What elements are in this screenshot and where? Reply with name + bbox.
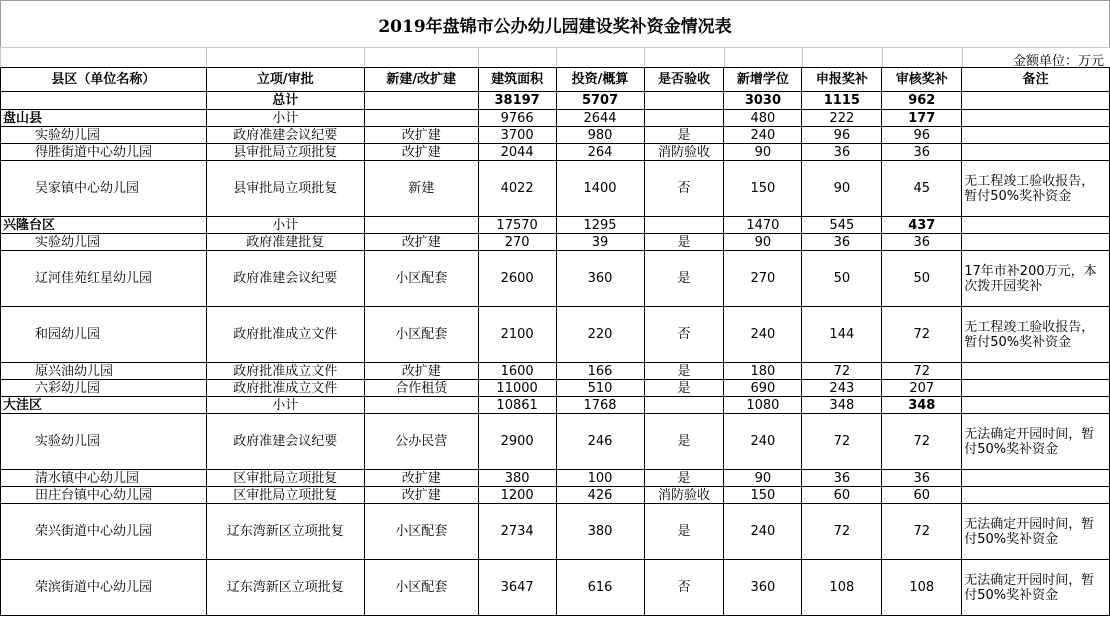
header-row	[1, 68, 1110, 92]
apply-cell: 96	[802, 127, 882, 144]
subtotal-row	[1, 110, 1110, 127]
accepted-cell: 是	[644, 234, 724, 251]
subtotal-seats: 1470	[724, 217, 802, 234]
subtotal-approve: 348	[882, 397, 962, 414]
seats-cell: 240	[724, 307, 802, 363]
subtotal-apply: 222	[802, 110, 882, 127]
accepted-cell: 消防验收	[644, 144, 724, 161]
approval-cell: 政府准建会议纪要	[206, 251, 364, 307]
type-cell: 小区配套	[364, 307, 478, 363]
area-cell: 3700	[478, 127, 556, 144]
kindergarten-name: 辽河佳苑红星幼儿园	[1, 251, 207, 307]
area-cell: 4022	[478, 161, 556, 217]
subtotal-area: 17570	[478, 217, 556, 234]
invest-cell: 360	[556, 251, 644, 307]
type-cell: 改扩建	[364, 127, 478, 144]
approve-cell: 96	[882, 127, 962, 144]
table-cell	[644, 217, 724, 234]
header-cell: 新增学位	[724, 68, 802, 92]
seats-cell: 180	[724, 363, 802, 380]
area-cell: 2044	[478, 144, 556, 161]
county-name: 大洼区	[1, 397, 207, 414]
approval-cell: 县审批局立项批复	[206, 144, 364, 161]
area-cell: 11000	[478, 380, 556, 397]
subtotal-area: 10861	[478, 397, 556, 414]
invest-cell: 264	[556, 144, 644, 161]
apply-cell: 50	[802, 251, 882, 307]
type-cell: 改扩建	[364, 470, 478, 487]
table-row	[1, 363, 1110, 380]
type-cell: 小区配套	[364, 504, 478, 560]
approve-cell: 108	[882, 560, 962, 616]
subtotal-label: 小计	[206, 397, 364, 414]
invest-cell: 510	[556, 380, 644, 397]
type-cell: 合作租赁	[364, 380, 478, 397]
table-row	[1, 487, 1110, 504]
invest-cell: 616	[556, 560, 644, 616]
header-cell: 是否验收	[644, 68, 724, 92]
subtotal-apply: 348	[802, 397, 882, 414]
seats-cell: 90	[724, 234, 802, 251]
table-cell	[644, 110, 724, 127]
approval-cell: 辽东湾新区立项批复	[206, 560, 364, 616]
invest-cell: 100	[556, 470, 644, 487]
apply-cell: 72	[802, 414, 882, 470]
note-cell: 无工程竣工验收报告，暂付50%奖补资金	[962, 307, 1110, 363]
seats-cell: 150	[724, 161, 802, 217]
area-cell: 2900	[478, 414, 556, 470]
note-cell	[962, 234, 1110, 251]
note-cell	[962, 144, 1110, 161]
approve-cell: 72	[882, 363, 962, 380]
table-row	[1, 161, 1110, 217]
apply-cell: 90	[802, 161, 882, 217]
subtotal-invest: 1768	[556, 397, 644, 414]
table-row	[1, 234, 1110, 251]
note-cell: 无法确定开园时间，暂付50%奖补资金	[962, 414, 1110, 470]
header-cell: 审核奖补	[882, 68, 962, 92]
seats-cell: 150	[724, 487, 802, 504]
note-cell	[962, 127, 1110, 144]
accepted-cell: 是	[644, 470, 724, 487]
total-label: 总计	[206, 92, 364, 110]
approve-cell: 45	[882, 161, 962, 217]
apply-cell: 108	[802, 560, 882, 616]
table-row	[1, 127, 1110, 144]
type-cell: 改扩建	[364, 144, 478, 161]
type-cell: 改扩建	[364, 363, 478, 380]
kindergarten-name: 清水镇中心幼儿园	[1, 470, 207, 487]
apply-cell: 72	[802, 363, 882, 380]
type-cell: 小区配套	[364, 251, 478, 307]
table-row	[1, 307, 1110, 363]
table-cell	[644, 397, 724, 414]
type-cell: 公办民营	[364, 414, 478, 470]
area-cell: 2734	[478, 504, 556, 560]
kindergarten-name: 原兴油幼儿园	[1, 363, 207, 380]
approval-cell: 县审批局立项批复	[206, 161, 364, 217]
approval-cell: 政府批准成立文件	[206, 363, 364, 380]
note-cell	[962, 380, 1110, 397]
total-area: 38197	[478, 92, 556, 110]
invest-cell: 166	[556, 363, 644, 380]
accepted-cell: 否	[644, 560, 724, 616]
area-cell: 1600	[478, 363, 556, 380]
approve-cell: 50	[882, 251, 962, 307]
subtotal-row	[1, 217, 1110, 234]
area-cell: 2100	[478, 307, 556, 363]
header-cell: 县区（单位名称）	[1, 68, 207, 92]
invest-cell: 39	[556, 234, 644, 251]
subtotal-apply: 545	[802, 217, 882, 234]
subtotal-row	[1, 397, 1110, 414]
note-cell	[962, 363, 1110, 380]
note-cell: 无法确定开园时间，暂付50%奖补资金	[962, 504, 1110, 560]
approval-cell: 政府准建会议纪要	[206, 127, 364, 144]
note-cell: 无法确定开园时间，暂付50%奖补资金	[962, 560, 1110, 616]
accepted-cell: 是	[644, 363, 724, 380]
blank-row	[0, 47, 1110, 68]
subtotal-label: 小计	[206, 217, 364, 234]
invest-cell: 380	[556, 504, 644, 560]
approve-cell: 72	[882, 414, 962, 470]
subtotal-approve: 437	[882, 217, 962, 234]
note-cell: 无工程竣工验收报告，暂付50%奖补资金	[962, 161, 1110, 217]
approval-cell: 区审批局立项批复	[206, 470, 364, 487]
accepted-cell: 是	[644, 380, 724, 397]
subtotal-label: 小计	[206, 110, 364, 127]
approve-cell: 60	[882, 487, 962, 504]
area-cell: 3647	[478, 560, 556, 616]
apply-cell: 36	[802, 234, 882, 251]
subtotal-invest: 1295	[556, 217, 644, 234]
area-cell: 380	[478, 470, 556, 487]
type-cell: 新建	[364, 161, 478, 217]
note-cell	[962, 470, 1110, 487]
total-seats: 3030	[724, 92, 802, 110]
type-cell: 小区配套	[364, 560, 478, 616]
table-row	[1, 560, 1110, 616]
county-name: 盘山县	[1, 110, 207, 127]
apply-cell: 60	[802, 487, 882, 504]
header-cell: 申报奖补	[802, 68, 882, 92]
subtotal-seats: 1080	[724, 397, 802, 414]
approve-cell: 72	[882, 307, 962, 363]
table-row	[1, 380, 1110, 397]
seats-cell: 240	[724, 127, 802, 144]
seats-cell: 90	[724, 144, 802, 161]
approve-cell: 72	[882, 504, 962, 560]
area-cell: 270	[478, 234, 556, 251]
table-cell	[962, 110, 1110, 127]
header-cell: 投资/概算	[556, 68, 644, 92]
seats-cell: 360	[724, 560, 802, 616]
approval-cell: 政府批准成立文件	[206, 307, 364, 363]
apply-cell: 36	[802, 470, 882, 487]
subtotal-area: 9766	[478, 110, 556, 127]
subtotal-invest: 2644	[556, 110, 644, 127]
table-cell	[364, 110, 478, 127]
accepted-cell: 消防验收	[644, 487, 724, 504]
kindergarten-name: 吴家镇中心幼儿园	[1, 161, 207, 217]
approval-cell: 政府批准成立文件	[206, 380, 364, 397]
accepted-cell: 是	[644, 414, 724, 470]
approve-cell: 207	[882, 380, 962, 397]
seats-cell: 240	[724, 414, 802, 470]
kindergarten-name: 得胜街道中心幼儿园	[1, 144, 207, 161]
approve-cell: 36	[882, 234, 962, 251]
subtotal-approve: 177	[882, 110, 962, 127]
table-row	[1, 144, 1110, 161]
accepted-cell: 否	[644, 161, 724, 217]
accepted-cell: 是	[644, 504, 724, 560]
seats-cell: 690	[724, 380, 802, 397]
approval-cell: 政府准建会议纪要	[206, 414, 364, 470]
approval-cell: 政府准建批复	[206, 234, 364, 251]
approve-cell: 36	[882, 144, 962, 161]
kindergarten-name: 六彩幼儿园	[1, 380, 207, 397]
kindergarten-name: 实验幼儿园	[1, 414, 207, 470]
apply-cell: 36	[802, 144, 882, 161]
invest-cell: 1400	[556, 161, 644, 217]
county-name: 兴隆台区	[1, 217, 207, 234]
invest-cell: 980	[556, 127, 644, 144]
accepted-cell: 是	[644, 127, 724, 144]
kindergarten-name: 荣滨街道中心幼儿园	[1, 560, 207, 616]
approval-cell: 辽东湾新区立项批复	[206, 504, 364, 560]
table-cell	[364, 397, 478, 414]
table-cell	[962, 217, 1110, 234]
type-cell: 改扩建	[364, 234, 478, 251]
seats-cell: 270	[724, 251, 802, 307]
header-cell: 建筑面积	[478, 68, 556, 92]
header-cell: 新建/改扩建	[364, 68, 478, 92]
total-invest: 5707	[556, 92, 644, 110]
invest-cell: 220	[556, 307, 644, 363]
apply-cell: 144	[802, 307, 882, 363]
table-row	[1, 414, 1110, 470]
type-cell: 改扩建	[364, 487, 478, 504]
total-row	[1, 92, 1110, 110]
note-cell	[962, 487, 1110, 504]
kindergarten-name: 和园幼儿园	[1, 307, 207, 363]
header-cell: 立项/审批	[206, 68, 364, 92]
invest-cell: 426	[556, 487, 644, 504]
header-cell: 备注	[962, 68, 1110, 92]
apply-cell: 72	[802, 504, 882, 560]
note-cell: 17年市补200万元，本次拨开园奖补	[962, 251, 1110, 307]
kindergarten-name: 实验幼儿园	[1, 127, 207, 144]
funding-table	[0, 67, 1110, 616]
approve-cell: 36	[882, 470, 962, 487]
seats-cell: 90	[724, 470, 802, 487]
table-row	[1, 504, 1110, 560]
table-row	[1, 470, 1110, 487]
accepted-cell: 是	[644, 251, 724, 307]
table-title: 2019年盘锦市公办幼儿园建设奖补资金情况表	[0, 0, 1110, 47]
table-cell	[364, 217, 478, 234]
kindergarten-name: 实验幼儿园	[1, 234, 207, 251]
unit-label: 金额单位：万元	[1012, 54, 1104, 69]
kindergarten-name: 田庄台镇中心幼儿园	[1, 487, 207, 504]
area-cell: 1200	[478, 487, 556, 504]
total-approve: 962	[882, 92, 962, 110]
approval-cell: 区审批局立项批复	[206, 487, 364, 504]
apply-cell: 243	[802, 380, 882, 397]
area-cell: 2600	[478, 251, 556, 307]
invest-cell: 246	[556, 414, 644, 470]
kindergarten-name: 荣兴街道中心幼儿园	[1, 504, 207, 560]
table-cell	[962, 397, 1110, 414]
subtotal-seats: 480	[724, 110, 802, 127]
table-row	[1, 251, 1110, 307]
accepted-cell: 否	[644, 307, 724, 363]
total-apply: 1115	[802, 92, 882, 110]
seats-cell: 240	[724, 504, 802, 560]
